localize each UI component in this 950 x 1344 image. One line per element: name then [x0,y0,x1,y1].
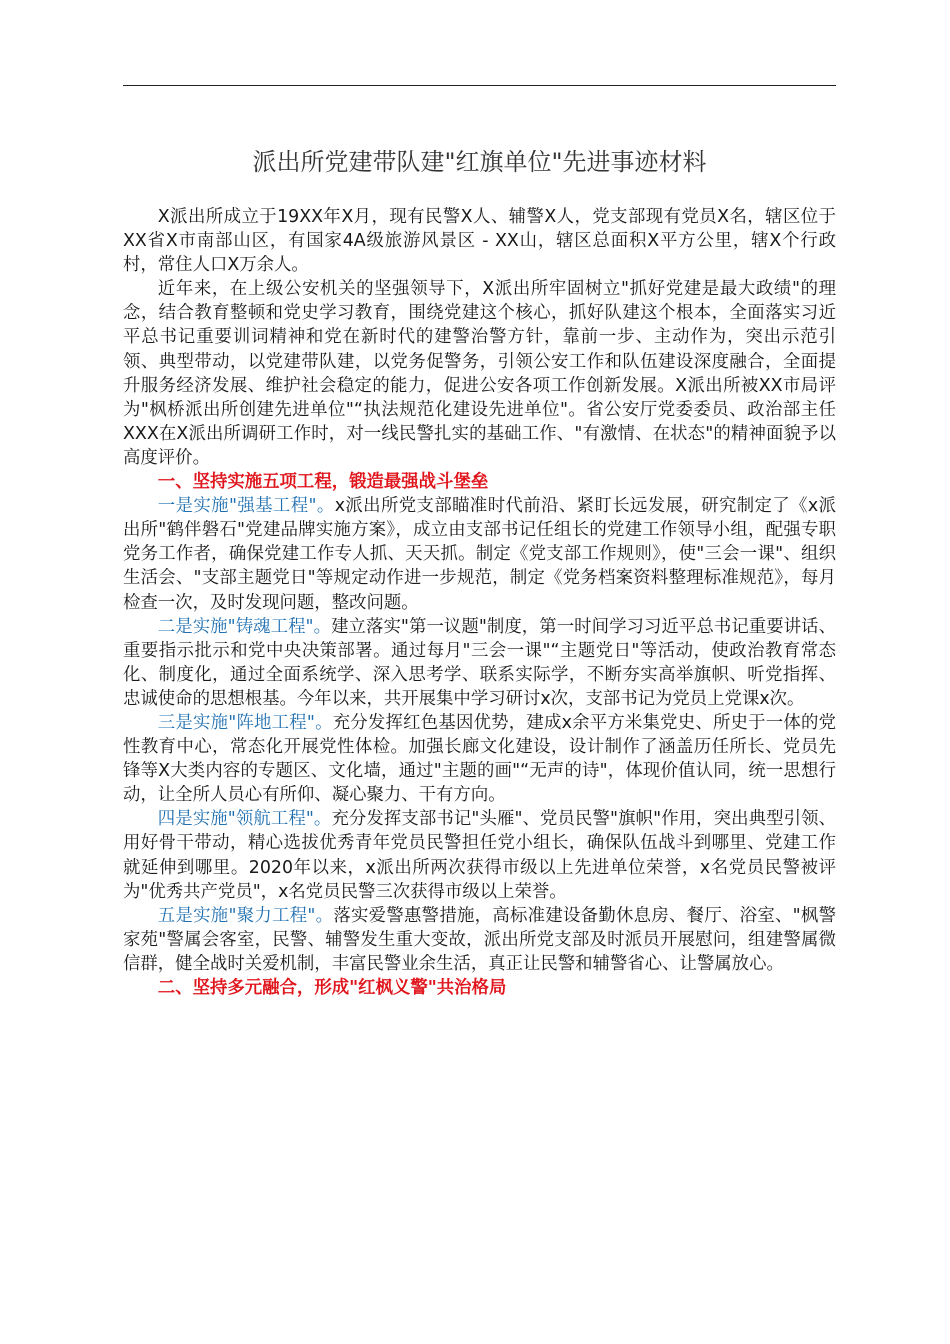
item-paragraph-5: 五是实施"聚力工程"。落实爱警惠警措施，高标准建设备勤休息房、餐厅、浴室、"枫警家苑"警属会客室，民警、辅警发生重大变故，派出所党支部及时派员开展慰问，组建警属微信群，健全战时关爱机制，丰富民警业余生活，真正让民警和辅警省心、让警属放心。 [123,905,836,974]
item-paragraph-2: 二是实施"铸魂工程"。建立落实"第一议题"制度，第一时间学习习近平总书记重要讲话、重要指示批示和党中央决策部署。通过每月"三会一课"“主题党日"等活动，使政治教育常态化、制度化，通过全面系统学、深入思考学、联系实际学，不断夯实高举旗帜、听党指挥、忠诚使命的思想根基。今年以来，共开展集中学习研讨x次，支部书记为党员上党课x次。 [123,616,836,709]
document-body [123,205,836,1000]
item-paragraph-3: 三是实施"阵地工程"。充分发挥红色基因优势，建成x余平方米集党史、所史于一体的党性教育中心，常态化开展党性体检。加强长廊文化建设，设计制作了涵盖历任所长、党员先锋等X大类内容的专题区、文化墙，通过"主题的画"“无声的诗"，体现价值认同，统一思想行动，让全所人员心有所仰、凝心聚力、干有方向。 [123,712,837,806]
item-lead: 三是实施"阵地工程"。 [157,712,333,733]
overview-paragraph: 近年来，在上级公安机关的坚强领导下，X派出所牢固树立"抓好党建是最大政绩"的理念，结合教育整顿和党史学习教育，围绕党建这个核心，抓好队建这个根本，全面落实习近平总书记重要训词精神和党在新时代的建警治警方针，靠前一步、主动作为，突出示范引领、典型带动，以党建带队建，以党务促警务，引领公安工作和队伍建设深度融合，全面提升服务经济发展、维护社会稳定的能力，促进公安各项工作创新发展。X派出所被XX市局评为"枫桥派出所创建先进单位"“执法规范化建设先进单位"。省公安厅党委委员、政治部主任XXX在X派出所调研工作时，对一线民警扎实的基础工作、"有激情、在状态"的精神面貌予以高度评价。 [123,279,836,468]
intro-paragraph: X派出所成立于19XX年X月，现有民警X人、辅警X人，党支部现有党员X名，辖区位于XX省X市南部山区，有国家4A级旅游风景区 - XX山，辖区总面积X平方公里，辖X个行政村，常住人口X万余人。 [123,207,836,276]
section-heading-1: 一、坚持实施五项工程，锻造最强战斗堡垒 [157,472,489,493]
page-title: 派出所党建带队建"红旗单位"先进事迹材料 [252,148,707,176]
item-lead: 二是实施"铸魂工程"。 [157,616,332,637]
header-rule [123,85,836,86]
item-paragraph-1: 一是实施"强基工程"。x派出所党支部瞄准时代前沿、紧盯长远发展，研究制定了《x派出所"鹤伴磐石"党建品牌实施方案》，成立由支部书记任组长的党建工作领导小组，配强专职党务工作者，确保党建工作专人抓、天天抓。制定《党支部工作规则》，使"三会一课"、组织生活会、"支部主题党日"等规定动作进一步规范，制定《党务档案资料整理标准规范》，每月检查一次，及时发现问题，整改问题。 [123,496,836,613]
item-paragraph-4: 四是实施"领航工程"。充分发挥支部书记"头雁"、党员民警"旗帜"作用，突出典型引领、用好骨干带动，精心选拔优秀青年党员民警担任党小组长，确保队伍战斗到哪里、党建工作就延伸到哪里。2020年以来，x派出所两次获得市级以上先进单位荣誉，x名党员民警被评为"优秀共产党员"，x名党员民警三次获得市级以上荣誉。 [123,809,837,902]
item-lead: 五是实施"聚力工程"。 [157,905,334,926]
section-heading-2: 二、坚持多元融合，形成"红枫义警"共治格局 [157,978,507,998]
item-lead: 四是实施"领航工程"。 [157,809,332,830]
item-lead: 一是实施"强基工程"。 [157,496,335,517]
